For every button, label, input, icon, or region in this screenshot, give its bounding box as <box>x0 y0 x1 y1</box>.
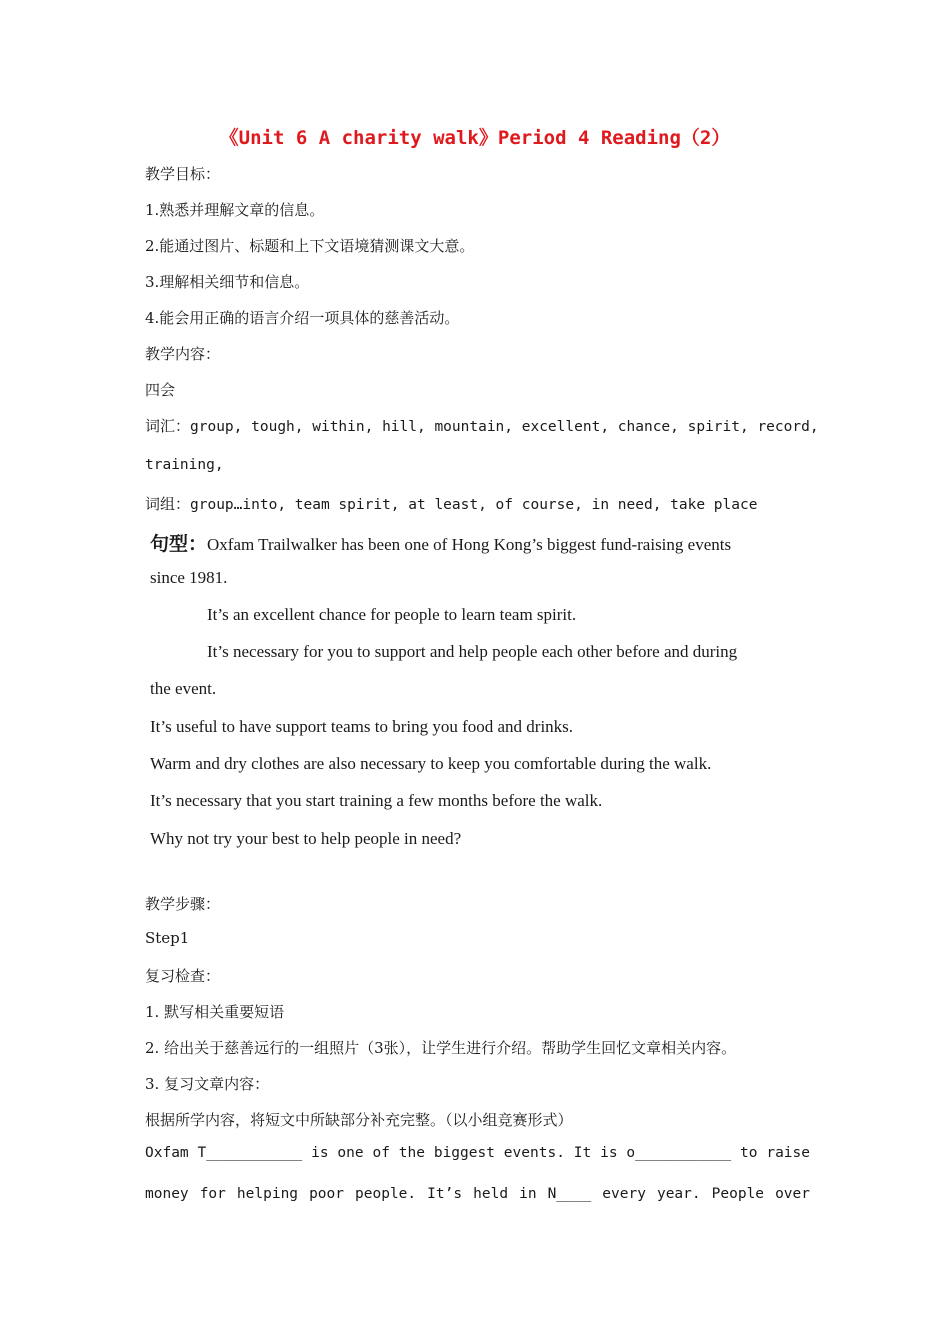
steps-heading: 教学步骤： <box>145 895 221 913</box>
four-skills-label: 四会 <box>145 381 176 399</box>
pattern-sentence: Why not try your best to help people in need? <box>150 829 462 848</box>
pattern-sentence: It’s useful to have support teams to bring you food and drinks. <box>150 717 574 736</box>
pattern-sentence: the event. <box>150 679 217 698</box>
goal-item: 2.能通过图片、标题和上下文语境猜测课文大意。 <box>145 237 475 255</box>
pattern-sentence: since 1981. <box>150 568 228 587</box>
vocab-words: group, tough, within, hill, mountain, excellent, chance, spirit, record, <box>190 419 819 435</box>
step-label: Step1 <box>145 929 190 947</box>
cloze-line: Oxfam T___________ is one of the biggest events. It is o___________ to raise <box>145 1145 810 1161</box>
vocab-line <box>145 415 819 436</box>
review-item: 1. 默写相关重要短语 <box>145 1003 285 1021</box>
goal-item: 3.理解相关细节和信息。 <box>145 273 310 291</box>
content-heading: 教学内容： <box>145 345 221 363</box>
goal-item: 1.熟悉并理解文章的信息。 <box>145 201 325 219</box>
phrase-list: group…into, team spirit, at least, of course, in need, take place <box>190 497 758 513</box>
pattern-label: 句型： <box>150 534 208 555</box>
goal-item: 4.能会用正确的语言介绍一项具体的慈善活动。 <box>145 309 460 327</box>
review-item: 3. 复习文章内容： <box>145 1075 270 1093</box>
pattern-sentence: Oxfam Trailwalker has been one of Hong Kong’s biggest fund-raising events <box>207 535 732 554</box>
phrase-label: 词组： <box>145 495 191 513</box>
pattern-sentence: It’s an excellent chance for people to learn team spirit. <box>207 605 577 624</box>
cloze-line: money for helping poor people. It’s held in N____ every year. People over <box>145 1186 810 1202</box>
pattern-sentence: It’s necessary that you start training a few months before the walk. <box>150 791 603 810</box>
vocab-words-cont: training, <box>145 457 224 473</box>
vocab-label: 词汇： <box>145 417 191 435</box>
cloze-instruction: 根据所学内容，将短文中所缺部分补充完整。（以小组竞赛形式） <box>145 1111 573 1129</box>
pattern-sentence: It’s necessary for you to support and help people each other before and during <box>207 642 738 661</box>
pattern-sentence: Warm and dry clothes are also necessary to keep you comfortable during the walk. <box>150 754 712 773</box>
review-item: 2. 给出关于慈善远行的一组照片（3张），让学生进行介绍。帮助学生回忆文章相关内容。 <box>145 1039 737 1057</box>
goals-heading: 教学目标： <box>145 165 221 183</box>
pattern-line <box>150 529 731 556</box>
page-title: 《Unit 6 A charity walk》Period 4 Reading（2） <box>219 127 731 149</box>
phrase-line <box>145 493 757 514</box>
review-heading: 复习检查： <box>145 967 221 985</box>
